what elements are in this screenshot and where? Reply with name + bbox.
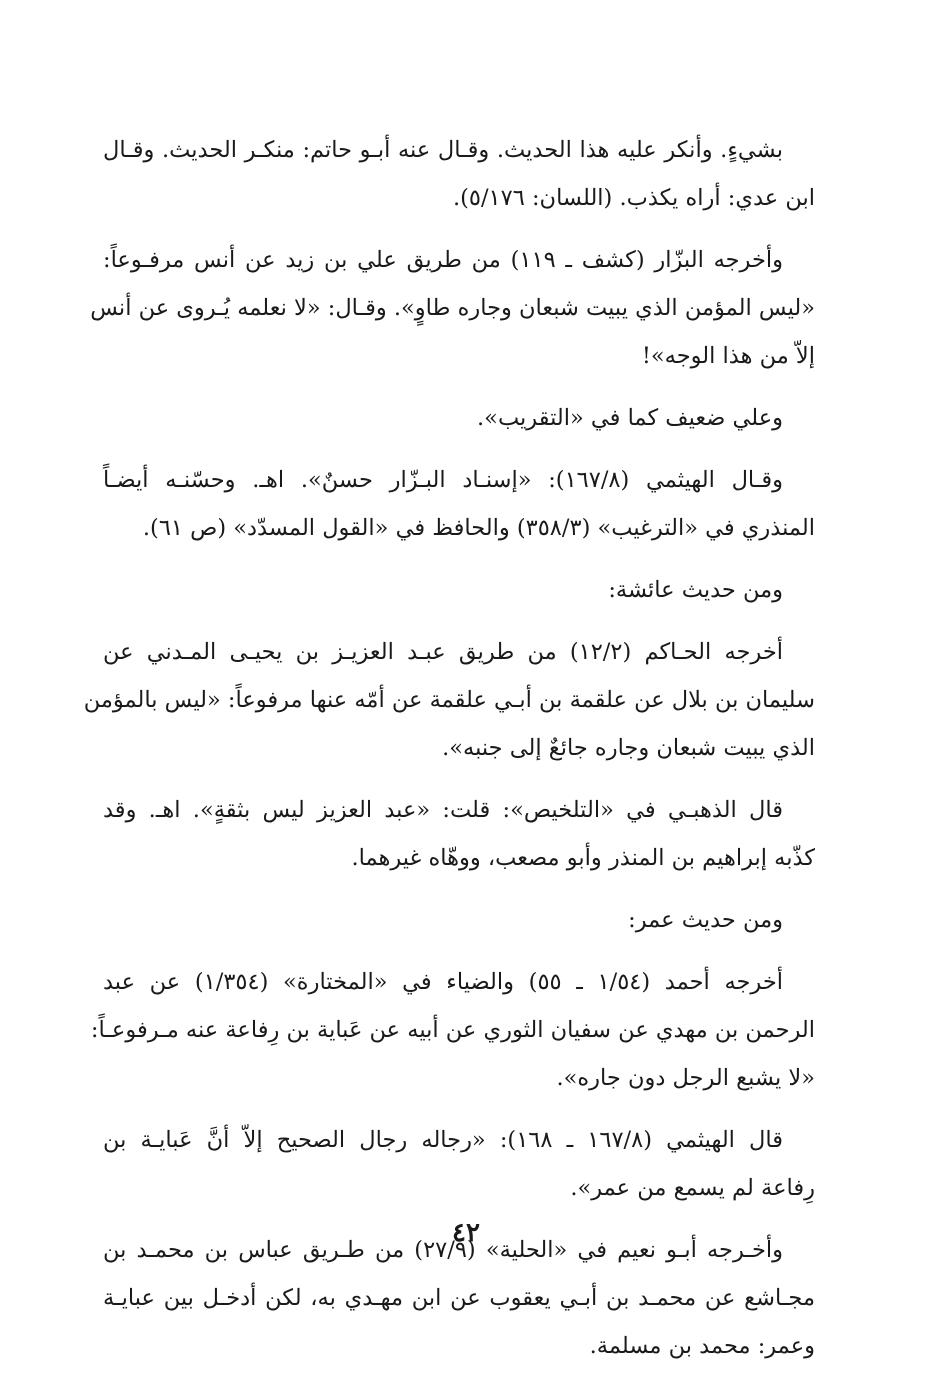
paragraph <box>90 236 815 380</box>
text-line: المنذري في «الترغيب» (٣٥٨/٣) والحافظ في «القول المسدّد» (ص ٦١). <box>142 515 815 541</box>
text-line: الذي يبيت شبعان وجاره جائعٌ إلى جنبه». <box>442 735 815 761</box>
paragraph <box>83 628 815 772</box>
text-line: «ليس المؤمن الذي يبيت شبعان وجاره طاوٍ». وقـال: «لا نعلمه يُـروى عن أنس <box>90 295 815 321</box>
text-line: ابن عدي: أراه يكذب. (اللسان: ٥/١٧٦). <box>452 185 815 211</box>
text-line: ومن حديث عمر: <box>628 907 783 933</box>
text-line: وعمر: محمد بن مسلمة. <box>589 1333 815 1359</box>
text-line: قال الهيثمي (١٦٧/٨ ـ ١٦٨): «رجاله رجال الصحيح إلاّ أنَّ عَبايـة بن <box>103 1127 784 1153</box>
text-line: وأخرجه البزّار (كشف ـ ١١٩) من طريق علي بن زيد عن أنس مرفـوعاً: <box>103 247 783 273</box>
text-line: قال الذهبـي في «التلخيص»: قلت: «عبد العزيز ليس بثقةٍ». اهـ. وقد <box>103 797 783 823</box>
text-line: الرحمن بن مهدي عن سفيان الثوري عن أبيه عن عَباية بن رِفاعة عنه مـرفوعـاً: <box>90 1017 815 1043</box>
text-line: ومن حديث عائشة: <box>608 577 783 603</box>
text-line: أخرجه الحـاكم (١٢/٢) من طريق عبـد العزيـز بن يحيـى المـدني عن <box>103 639 783 665</box>
page-number: ٤٢ <box>452 1218 480 1248</box>
paragraph <box>103 456 815 552</box>
text-line: «لا يشبع الرجل دون جاره». <box>556 1065 815 1091</box>
text-line: إلاّ من هذا الوجه»! <box>641 343 815 369</box>
paragraph <box>103 786 815 882</box>
paragraph <box>103 1116 815 1212</box>
paragraph <box>103 394 815 442</box>
paragraph <box>90 958 815 1102</box>
page-body <box>83 126 815 1384</box>
paragraph <box>103 126 815 222</box>
text-line: وقـال الهيثمي (١٦٧/٨): «إسنـاد البـزّار حسنٌ». اهـ. وحسّنـه أيضـاً <box>103 467 783 493</box>
text-line: كذّبه إبراهيم بن المنذر وأبو مصعب، ووهّاه غيرهما. <box>351 845 815 871</box>
text-line: مجـاشع عن محمـد بن أبـي يعقوب عن ابن مهـدي به، لكن أدخـل بين عبايـة <box>103 1285 815 1311</box>
paragraph <box>103 566 815 614</box>
text-line: أخرجه أحمد (١/٥٤ ـ ٥٥) والضياء في «المختارة» (١/٣٥٤) عن عبد <box>103 969 783 995</box>
text-line: وعلي ضعيف كما في «التقريب». <box>477 405 783 431</box>
text-line: رِفاعة لم يسمع من عمر». <box>570 1175 815 1201</box>
paragraph <box>103 896 815 944</box>
text-line: بشيءٍ. وأنكر عليه هذا الحديث. وقـال عنه أبـو حاتم: منكـر الحديث. وقـال <box>103 137 783 163</box>
text-line: وأخـرجه أبـو نعيم في «الحلية» (٢٧/٩) من طـريق عباس بن محمـد بن <box>103 1237 783 1263</box>
text-line: سليمان بن بلال عن علقمة بن أبـي علقمة عن أمّه عنها مرفوعاً: «ليس بالمؤمن <box>83 687 815 713</box>
